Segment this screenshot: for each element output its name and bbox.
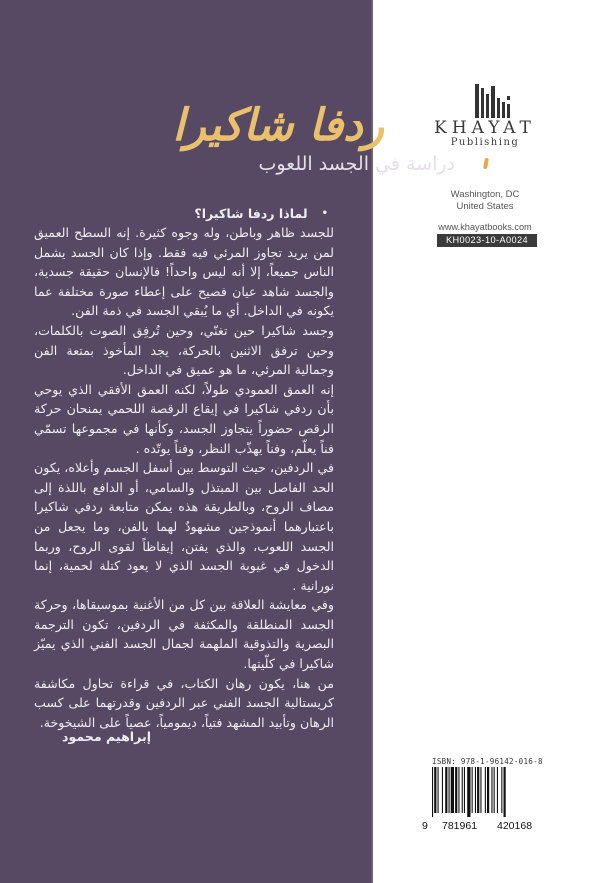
publisher-sub: Publishing	[450, 137, 520, 148]
barcode-bar	[467, 767, 470, 817]
barcode-bar	[497, 767, 498, 813]
publisher-website: www.khayatbooks.com	[438, 222, 532, 232]
barcode-bar	[449, 767, 450, 813]
barcode-bar	[494, 767, 495, 813]
paragraph: وفي معايشة العلاقة بين كل من الأغنية بموسيقاها، وحركة الجسد المنطلقة والمكثفة في الردفين، تكون الترجمة البصرية والتذوقية الملهمة لجمال الجسد الفني الذي يميّز شاكيرا في كلّيتها.	[34, 597, 334, 672]
barcode-bar	[445, 767, 447, 813]
barcode-bar	[485, 767, 486, 813]
barcode-bar	[487, 767, 489, 813]
barcode-bar	[477, 767, 479, 813]
address-line1: Washington, DC	[450, 189, 520, 200]
paragraph: وجسد شاكيرا حين تغنّي، وحين تُرفِق الصوت بالكلمات، وحين ترفق الاثنين بالحركة، يجد المأخوذ بمتعة الفن وجمالية المرئي، ما هو عميق في الداخل.	[34, 322, 334, 378]
barcode-bar	[432, 767, 433, 817]
paragraph: من هنا، يكون رهان الكتاب، في قراءة تحاول مكاشفة كريستالية الجسد الفني عبر الردفين وقدرتهما على كسب الرهان وتأبيد المشهد فتياً، ديمومياً، عصياً على الشيخوخة.	[34, 675, 334, 730]
book-code: KH0023-10-A0024	[437, 234, 537, 247]
barcode-bar	[501, 767, 502, 813]
barcode-icon	[432, 767, 540, 817]
barcode-bar	[458, 767, 459, 813]
barcode-bar	[480, 767, 481, 813]
barcode-bar	[462, 767, 463, 813]
author-name: إبراهيم محمود	[62, 729, 152, 744]
book-subtitle: دراسة في الجسد اللعوب	[258, 153, 455, 175]
bullet-icon: •	[321, 208, 328, 220]
orange-mark-icon	[483, 158, 489, 169]
barcode-bar	[504, 767, 506, 817]
book-title: ردفا شاكيرا	[172, 100, 384, 151]
barcode-digit-first: 9	[422, 820, 428, 832]
barcode-bar	[434, 767, 436, 813]
heading-text: لماذا ردفا شاكيرا؟	[194, 206, 308, 222]
barcode-digits-right: 420168	[497, 820, 533, 832]
barcode-bar	[464, 767, 465, 813]
paragraph: للجسد ظاهر وباطن، وله وجوه كثيرة. إنه السطح العميق لمن يريد تجاوز المرئي فيه فقط. وإذا كان الجسد يشمل الناس جميعاً، إلا أنه ليس واحداً! فالإنسان حقيقة جسدية، والجسد شاهد عيان فصيح على إعطاء صورة مختلفة عما يكونه في الداخل. أي ما يُبقي الجسد في ذمة الفن.	[34, 225, 334, 319]
blurb	[34, 205, 334, 732]
paragraph: في الردفين، حيث التوسط بين أسفل الجسم وأعلاه، يكون الحد الفاصل بين المبتذل والسامي، أو الدافع باللذة إلى مصاف الروح، وبالطريقة هذه يمكن متابعة ردفي شاكيرا باعتبارهما أنموذجين مشهودٌ لهما بالفن، وما يجعل من الجسد اللعوب، والذي يفتن، إيقاظاً لقوى الروح، وربما الدخول في غيوبة الجسد الذي لا يعود كتلة لحمية، إنما نورانية .	[34, 460, 334, 593]
publisher-name: KHAYAT	[434, 118, 536, 138]
barcode-bar	[451, 767, 454, 813]
isbn-label: ISBN: 978-1-96142-016-8	[432, 757, 543, 766]
barcode-bar	[442, 767, 443, 813]
barcode-bar	[472, 767, 473, 813]
barcode-bar	[455, 767, 457, 813]
address-line2: United States	[456, 201, 514, 212]
paragraph: إنه العمق العمودي طولاً، لكنه العمق الأفقي الذي يوحي بأن ردفي شاكيرا في إيقاع الرقصة اللحمي يمنحان حركة الرقص حضوراً يتجاوز الجسد، وكأنها في مجموعها تسمّي فناً يعلّم، وفناً يهذّب النظر، وفناً يوتّده .	[34, 381, 334, 456]
barcode-digits-left: 781961	[442, 820, 478, 832]
barcode-bar	[438, 767, 439, 813]
khayat-logo-icon	[471, 84, 515, 118]
barcode-bar	[491, 767, 492, 813]
blurb-heading	[34, 205, 334, 223]
barcode-bar	[475, 767, 476, 813]
